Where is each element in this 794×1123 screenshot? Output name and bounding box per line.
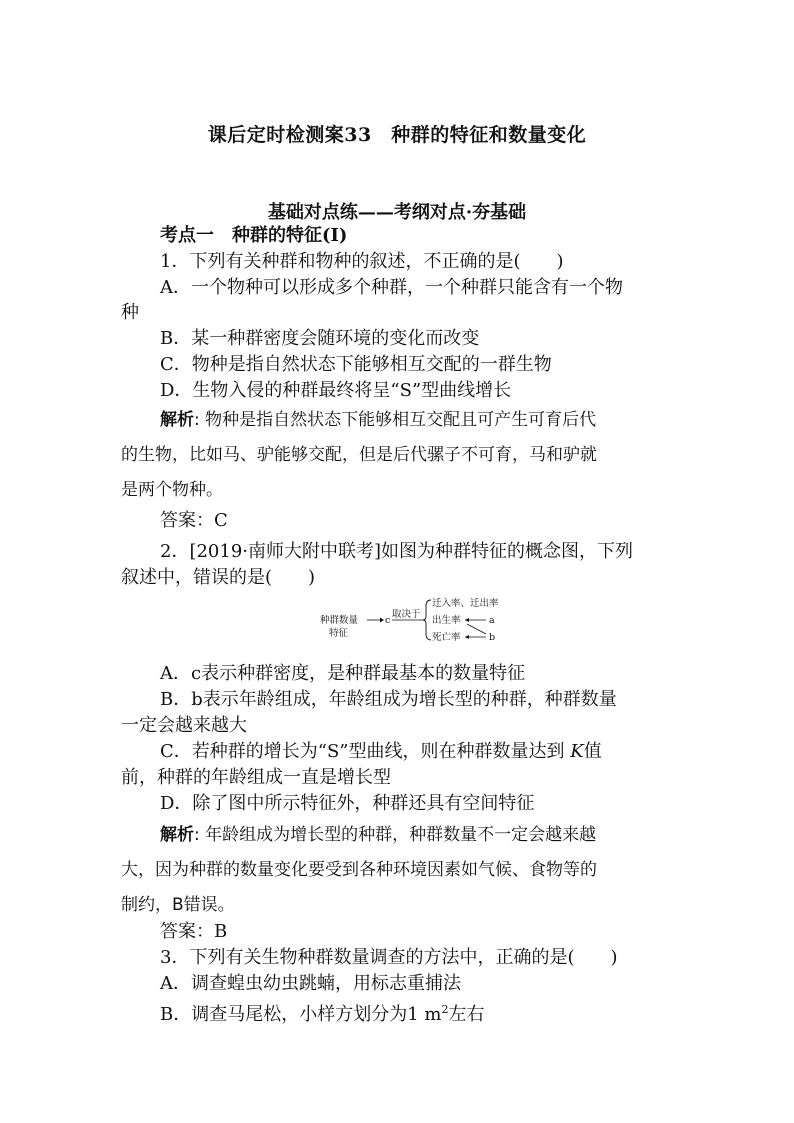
answer-label: 答案：: [160, 510, 214, 531]
q1-option-a-cont: 种: [121, 302, 139, 323]
section-heading: 基础对点练——考纲对点·夯基础: [267, 202, 527, 223]
q2-option-c: [160, 740, 602, 764]
q3-option-a: A．调查蝗虫幼虫跳蝻，用标志重捕法: [160, 973, 461, 994]
analysis-text: : 物种是指自然状态下能够相互交配且可产生可育后代: [194, 410, 597, 430]
k-value-symbol: K: [570, 741, 584, 762]
q2-option-b-cont: 一定会越来越大: [121, 715, 247, 736]
q1-option-b: B．某一种群密度会随环境的变化而改变: [160, 328, 480, 349]
q1-option-c: C．物种是指自然状态下能够相互交配的一群生物: [160, 354, 552, 375]
q1-stem: 1．下列有关种群和物种的叙述，不正确的是( ): [160, 251, 564, 272]
diagram-node-a: a: [489, 615, 495, 626]
answer-value: C: [214, 510, 228, 531]
q2-option-b: B．b表示年龄组成，年龄组成为增长型的种群，种群数量: [160, 689, 617, 710]
answer-value: B: [214, 921, 228, 942]
diagram-arrowhead-death: [465, 635, 469, 639]
q2-answer: [160, 920, 227, 944]
q1-answer: [160, 509, 228, 533]
q3-stem: 3．下列有关生物种群数量调查的方法中，正确的是( ): [160, 947, 618, 968]
q2-option-c-tail: 值: [583, 741, 602, 762]
q2-option-c-cont: 前，种群的年龄组成一直是增长型: [121, 767, 391, 788]
diagram-node-b: b: [489, 632, 496, 643]
diagram-arrowhead-birth: [465, 618, 469, 622]
diagram-b-to-birth: [467, 624, 486, 634]
page-title: 课后定时检测案33 种群的特征和数量变化: [207, 124, 587, 146]
q3-option-b-tail: 左右: [448, 1004, 485, 1025]
q2-stem-cont: 叙述中，错误的是( ): [121, 567, 316, 588]
diagram-brace: [423, 600, 431, 640]
diagram-determined-by: 取决于: [392, 609, 421, 620]
diagram-branch-birth: 出生率: [432, 615, 461, 626]
q2-option-d: D．除了图中所示特征外，种群还具有空间特征: [160, 793, 535, 814]
q2-analysis-line-3: 制约，B错误。: [121, 895, 235, 915]
q3-option-b-text: B．调查马尾松，小样方划分为1 m: [160, 1004, 442, 1025]
q2-option-a: A．c表示种群密度，是种群最基本的数量特征: [160, 663, 526, 684]
answer-label: 答案：: [160, 921, 214, 942]
analysis-text: : 年龄组成为增长型的种群，种群数量不一定会越来越: [194, 825, 597, 845]
analysis-label: 解析: [160, 410, 194, 430]
q1-option-d: D．生物入侵的种群最终将呈“S”型曲线增长: [160, 380, 512, 401]
q1-analysis: [160, 408, 596, 432]
diagram-branch-death: 死亡率: [432, 632, 461, 643]
q2-analysis-line-2: 大，因为种群的数量变化要受到各种环境因素如气候、食物等的: [121, 860, 597, 880]
diagram-left-label-2: 特征: [329, 628, 349, 639]
diagram-branch-migration: 迁入率、迁出率: [432, 598, 499, 609]
q1-option-a: A．一个物种可以形成多个种群，一个种群只能含有一个物: [160, 277, 623, 298]
diagram-node-c: c: [385, 615, 391, 626]
q1-analysis-line-2: 的生物，比如马、驴能够交配，但是后代骡子不可育，马和驴就: [121, 445, 597, 465]
analysis-label: 解析: [160, 825, 194, 845]
q1-analysis-line-3: 是两个物种。: [121, 480, 223, 500]
topic-heading: 考点一 种群的特征(Ⅰ): [160, 225, 348, 246]
square-superscript: 2: [441, 1003, 449, 1016]
q3-option-b: [160, 998, 484, 1027]
diagram-arrowhead: [380, 618, 384, 623]
q2-option-c-text: C．若种群的增长为“S”型曲线，则在种群数量达到: [160, 741, 565, 762]
population-feature-diagram: [320, 596, 520, 646]
q2-stem: 2．[2019·南师大附中联考]如图为种群特征的概念图，下列: [160, 541, 634, 562]
q2-analysis: [160, 823, 596, 847]
diagram-left-label-1: 种群数量: [320, 615, 359, 626]
